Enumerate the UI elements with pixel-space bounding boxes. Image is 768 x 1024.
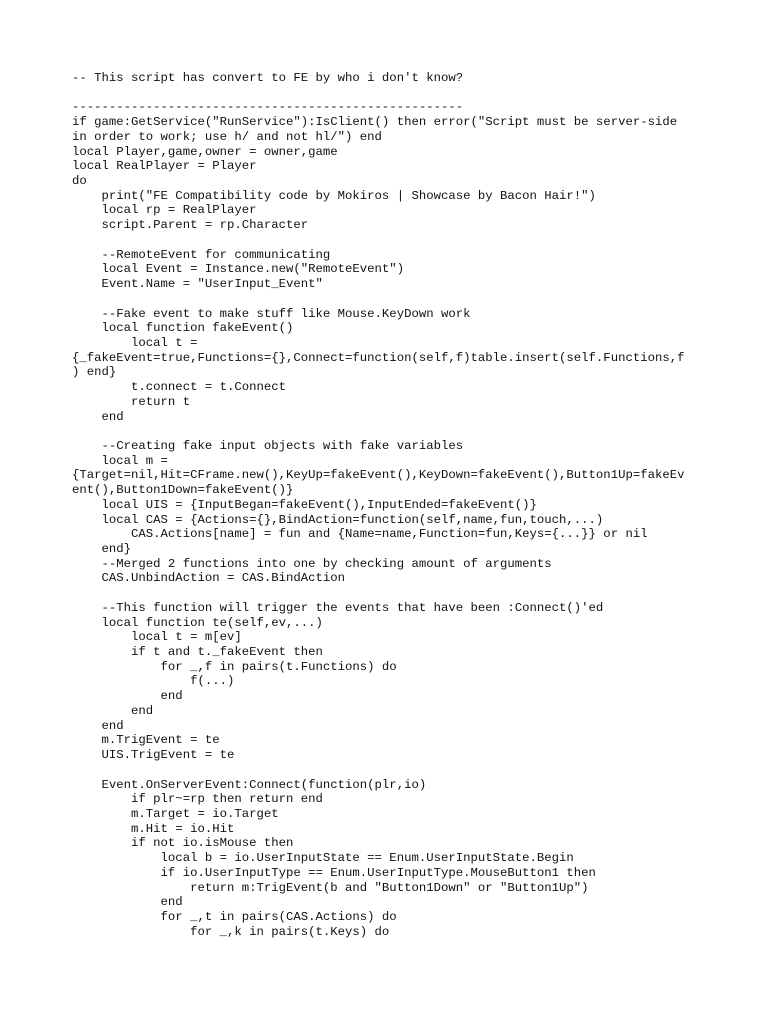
code-line: Event.Name = "UserInput_Event" [72, 277, 323, 292]
code-line: for _,f in pairs(t.Functions) do [72, 659, 397, 674]
code-line: for _,k in pairs(t.Keys) do [72, 924, 390, 939]
code-line: local UIS = {InputBegan=fakeEvent(),InputEnded=fakeEvent()} [72, 497, 537, 512]
code-line [72, 86, 712, 101]
code-line: script.Parent = rp.Character [72, 218, 309, 233]
code-line: local t = m[ev] [72, 630, 242, 645]
code-line: return m:TrigEvent(b and "Button1Down" or "Button1Up") [72, 880, 589, 895]
code-line: if t and t._fakeEvent then [72, 645, 323, 660]
code-line: end [72, 718, 124, 733]
code-line: f(...) [72, 674, 235, 689]
code-line: CAS.UnbindAction = CAS.BindAction [72, 571, 346, 586]
code-line [72, 424, 712, 439]
code-line: end [72, 689, 183, 704]
code-line: for _,t in pairs(CAS.Actions) do [72, 909, 397, 924]
code-line: if io.UserInputType == Enum.UserInputType.MouseButton1 then [72, 865, 596, 880]
code-line: --Merged 2 functions into one by checking amount of arguments [72, 556, 552, 571]
code-line: return t [72, 394, 191, 409]
code-line [72, 292, 712, 307]
code-line: --This function will trigger the events that have been :Connect()'ed [72, 600, 604, 615]
code-line: ent(),Button1Down=fakeEvent()} [72, 483, 294, 498]
code-line: in order to work; use h/ and not hl/") end [72, 129, 382, 144]
code-line: print("FE Compatibility code by Mokiros | Showcase by Bacon Hair!") [72, 188, 596, 203]
code-line: local m = [72, 453, 168, 468]
code-line: do [72, 174, 87, 189]
code-line: --Fake event to make stuff like Mouse.KeyDown work [72, 306, 471, 321]
code-line: m.TrigEvent = te [72, 733, 220, 748]
code-line: {_fakeEvent=true,Functions={},Connect=function(self,f)table.insert(self.Functions,f [72, 350, 685, 365]
code-line: local b = io.UserInputState == Enum.UserInputState.Begin [72, 851, 574, 866]
code-block [72, 71, 712, 939]
code-line: ----------------------------------------------------- [72, 100, 464, 115]
code-line: local RealPlayer = Player [72, 159, 257, 174]
code-line: if game:GetService("RunService"):IsClient() then error("Script must be server-side [72, 115, 678, 130]
code-line: local function fakeEvent() [72, 321, 294, 336]
code-line: -- This script has convert to FE by who i don't know? [72, 71, 464, 85]
code-line [72, 233, 712, 248]
code-line: local function te(self,ev,...) [72, 615, 323, 630]
code-line: if not io.isMouse then [72, 836, 294, 851]
code-line: local Event = Instance.new("RemoteEvent") [72, 262, 405, 277]
code-line: --RemoteEvent for communicating [72, 247, 331, 262]
code-line: UIS.TrigEvent = te [72, 748, 235, 763]
code-line: local Player,game,owner = owner,game [72, 144, 338, 159]
code-line: CAS.Actions[name] = fun and {Name=name,Function=fun,Keys={...}} or nil [72, 527, 648, 542]
code-line: end [72, 409, 124, 424]
code-line: end [72, 703, 154, 718]
code-line: --Creating fake input objects with fake variables [72, 438, 464, 453]
code-line [72, 586, 712, 601]
code-line: ) end} [72, 365, 117, 380]
code-line: m.Hit = io.Hit [72, 821, 235, 836]
code-line: m.Target = io.Target [72, 806, 279, 821]
code-line: t.connect = t.Connect [72, 380, 287, 395]
code-line: local rp = RealPlayer [72, 203, 257, 218]
code-line: end [72, 895, 183, 910]
code-line: if plr~=rp then return end [72, 792, 323, 807]
code-line: {Target=nil,Hit=CFrame.new(),KeyUp=fakeEvent(),KeyDown=fakeEvent(),Button1Up=fakeEv [72, 468, 685, 483]
code-line: local t = [72, 335, 198, 350]
code-line: Event.OnServerEvent:Connect(function(plr,io) [72, 777, 427, 792]
code-line: end} [72, 542, 132, 556]
code-line [72, 763, 712, 778]
code-line: local CAS = {Actions={},BindAction=function(self,name,fun,touch,...) [72, 512, 604, 527]
